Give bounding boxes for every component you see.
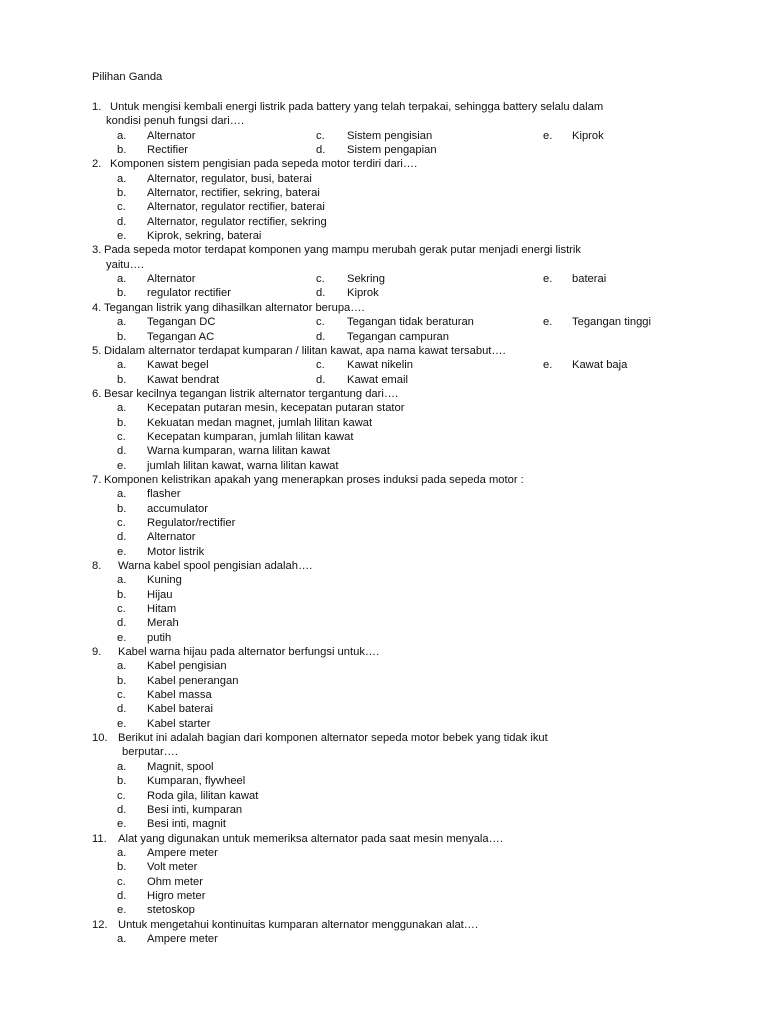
option-letter: a. bbox=[117, 660, 127, 673]
question-text-continued: berputar…. bbox=[122, 746, 178, 759]
question-line bbox=[0, 258, 768, 272]
option-letter: b. bbox=[117, 416, 127, 429]
question-line bbox=[0, 918, 768, 932]
question-line bbox=[0, 387, 768, 401]
question-text: Untuk mengetahui kontinuitas kumparan alternator menggunakan alat…. bbox=[118, 918, 479, 931]
option-letter: b. bbox=[117, 674, 127, 687]
question-number: 9. bbox=[92, 646, 102, 659]
option-text: Alternator, regulator, busi, baterai bbox=[147, 172, 312, 185]
option-text: baterai bbox=[572, 273, 607, 286]
option-text: Kabel massa bbox=[147, 689, 212, 702]
option-text: Warna kumparan, warna lilitan kawat bbox=[147, 445, 331, 458]
option-letter: d. bbox=[117, 617, 127, 630]
question-number: 3. bbox=[92, 244, 102, 257]
option-letter: b. bbox=[117, 287, 127, 300]
question-line bbox=[0, 157, 768, 171]
question-number: 8. bbox=[92, 560, 102, 572]
option-row bbox=[0, 889, 768, 903]
option-letter: a. bbox=[117, 760, 127, 773]
option-row bbox=[0, 502, 768, 516]
question-line bbox=[0, 243, 768, 257]
option-letter: c. bbox=[117, 516, 126, 529]
option-letter: a. bbox=[117, 359, 127, 372]
option-row bbox=[0, 846, 768, 860]
option-letter: d. bbox=[117, 703, 127, 716]
option-text: Hitam bbox=[147, 603, 177, 616]
option-row bbox=[0, 717, 768, 731]
option-row bbox=[0, 129, 768, 143]
option-row bbox=[0, 932, 768, 946]
question-text: Alat yang digunakan untuk memeriksa alternator pada saat mesin menyala…. bbox=[118, 832, 503, 845]
question-number: 7. bbox=[92, 473, 102, 486]
option-letter: e. bbox=[117, 545, 127, 558]
option-letter: d. bbox=[117, 445, 127, 458]
option-row bbox=[0, 688, 768, 702]
option-text: Sekring bbox=[347, 273, 385, 286]
option-row bbox=[0, 416, 768, 430]
option-text: Ohm meter bbox=[147, 875, 203, 888]
option-row bbox=[0, 516, 768, 530]
option-text: jumlah lilitan kawat, warna lilitan kawat bbox=[147, 459, 339, 472]
question-line bbox=[0, 731, 768, 745]
option-letter: d. bbox=[117, 803, 127, 816]
option-letter: a. bbox=[117, 402, 127, 415]
option-row bbox=[0, 659, 768, 673]
option-letter: c. bbox=[117, 201, 126, 214]
option-row bbox=[0, 143, 768, 157]
option-letter: e. bbox=[117, 631, 127, 644]
option-row bbox=[0, 358, 768, 372]
option-letter: c. bbox=[117, 689, 126, 702]
option-text: Tegangan DC bbox=[147, 316, 216, 329]
question-number: 5. bbox=[92, 344, 102, 357]
option-row bbox=[0, 860, 768, 874]
question-line bbox=[0, 114, 768, 128]
option-text: Kiprok, sekring, baterai bbox=[147, 230, 262, 243]
option-text: Merah bbox=[147, 617, 179, 630]
option-row bbox=[0, 215, 768, 229]
option-letter: b. bbox=[117, 373, 127, 386]
option-text: Ampere meter bbox=[147, 932, 218, 945]
question-list bbox=[0, 100, 768, 946]
option-row bbox=[0, 330, 768, 344]
option-row bbox=[0, 315, 768, 329]
option-text: Magnit, spool bbox=[147, 760, 214, 773]
option-text: Kiprok bbox=[572, 129, 604, 142]
option-letter: c. bbox=[316, 273, 325, 286]
option-letter: c. bbox=[117, 430, 126, 443]
question-text: Komponen kelistrikan apakah yang menerapkan proses induksi pada sepeda motor : bbox=[104, 473, 524, 486]
question-text: Kabel warna hijau pada alternator berfungsi untuk…. bbox=[118, 646, 380, 659]
option-text: Kawat email bbox=[347, 373, 408, 386]
option-row bbox=[0, 573, 768, 587]
option-text: Alternator bbox=[147, 273, 196, 286]
option-letter: b. bbox=[117, 861, 127, 874]
option-text: Roda gila, lilitan kawat bbox=[147, 789, 259, 802]
option-text: Alternator bbox=[147, 531, 196, 544]
option-letter: a. bbox=[117, 129, 127, 142]
option-row bbox=[0, 444, 768, 458]
option-text: Besi inti, kumparan bbox=[147, 803, 243, 816]
option-text: Alternator bbox=[147, 129, 196, 142]
option-row bbox=[0, 803, 768, 817]
option-text: Tegangan tinggi bbox=[572, 316, 651, 329]
question-text: Tegangan listrik yang dihasilkan alternator berupa…. bbox=[104, 301, 365, 314]
question-line bbox=[0, 301, 768, 315]
option-letter: e. bbox=[117, 904, 127, 917]
option-text: Tegangan AC bbox=[147, 330, 215, 343]
option-letter: a. bbox=[117, 273, 127, 286]
option-letter: c. bbox=[316, 129, 325, 142]
option-letter: e. bbox=[543, 129, 553, 142]
option-letter: a. bbox=[117, 932, 127, 945]
option-text: Volt meter bbox=[147, 861, 198, 874]
question-text: Warna kabel spool pengisian adalah…. bbox=[118, 560, 313, 572]
option-letter: e. bbox=[543, 359, 553, 372]
option-text: regulator rectifier bbox=[147, 287, 231, 300]
question-text: Besar kecilnya tegangan listrik alternator tergantung dari…. bbox=[104, 387, 399, 400]
option-row bbox=[0, 373, 768, 387]
option-letter: b. bbox=[117, 502, 127, 515]
option-letter: d. bbox=[316, 373, 326, 386]
option-letter: c. bbox=[316, 359, 325, 372]
option-row bbox=[0, 545, 768, 559]
question-line bbox=[0, 645, 768, 659]
option-row bbox=[0, 530, 768, 544]
option-letter: d. bbox=[117, 889, 127, 902]
option-letter: a. bbox=[117, 574, 127, 587]
question-text: Komponen sistem pengisian pada sepeda motor terdiri dari…. bbox=[110, 158, 418, 171]
question-number: 4. bbox=[92, 301, 102, 314]
question-number: 1. bbox=[92, 101, 102, 113]
question-line bbox=[0, 100, 768, 114]
option-letter: c. bbox=[117, 789, 126, 802]
option-text: Besi inti, magnit bbox=[147, 818, 226, 831]
option-text: Sistem pengisian bbox=[347, 129, 433, 142]
option-row bbox=[0, 674, 768, 688]
question-text-continued: kondisi penuh fungsi dari…. bbox=[106, 115, 245, 128]
option-text: Tegangan tidak beraturan bbox=[347, 316, 474, 329]
option-text: Kawat nikelin bbox=[347, 359, 413, 372]
option-text: Kuning bbox=[147, 574, 182, 587]
option-row bbox=[0, 774, 768, 788]
option-row bbox=[0, 172, 768, 186]
option-text: Kawat baja bbox=[572, 359, 628, 372]
option-letter: d. bbox=[316, 330, 326, 343]
question-number: 12. bbox=[92, 918, 108, 931]
option-text: Higro meter bbox=[147, 889, 206, 902]
question-number: 2. bbox=[92, 158, 102, 171]
option-letter: d. bbox=[316, 144, 326, 157]
option-letter: e. bbox=[543, 273, 553, 286]
option-letter: e. bbox=[117, 230, 127, 243]
option-letter: e. bbox=[543, 316, 553, 329]
option-text: Sistem pengapian bbox=[347, 144, 437, 157]
option-row bbox=[0, 272, 768, 286]
option-row bbox=[0, 430, 768, 444]
option-row bbox=[0, 789, 768, 803]
option-letter: c. bbox=[117, 875, 126, 888]
question-number: 10. bbox=[92, 732, 108, 745]
question-line bbox=[0, 559, 768, 573]
option-row bbox=[0, 602, 768, 616]
option-row bbox=[0, 459, 768, 473]
question-line bbox=[0, 832, 768, 846]
question-number: 6. bbox=[92, 387, 102, 400]
question-line bbox=[0, 745, 768, 759]
option-text: Regulator/rectifier bbox=[147, 516, 236, 529]
option-row bbox=[0, 588, 768, 602]
option-text: Kabel penerangan bbox=[147, 674, 239, 687]
option-letter: a. bbox=[117, 846, 127, 859]
option-text: flasher bbox=[147, 488, 181, 501]
option-letter: c. bbox=[316, 316, 325, 329]
option-letter: d. bbox=[117, 215, 127, 228]
option-letter: a. bbox=[117, 316, 127, 329]
option-text: Kecepatan kumparan, jumlah lilitan kawat bbox=[147, 430, 354, 443]
option-row bbox=[0, 487, 768, 501]
option-text: Kecepatan putaran mesin, kecepatan putaran stator bbox=[147, 402, 405, 415]
question-text: Didalam alternator terdapat kumparan / lilitan kawat, apa nama kawat tersabut…. bbox=[104, 344, 506, 357]
option-letter: e. bbox=[117, 459, 127, 472]
option-text: Kabel starter bbox=[147, 717, 211, 730]
option-row bbox=[0, 875, 768, 889]
option-text: Alternator, rectifier, sekring, baterai bbox=[147, 187, 320, 200]
option-letter: e. bbox=[117, 717, 127, 730]
option-text: Kiprok bbox=[347, 287, 379, 300]
question-text: Pada sepeda motor terdapat komponen yang mampu merubah gerak putar menjadi energi listrik bbox=[104, 244, 581, 257]
option-row bbox=[0, 401, 768, 415]
question-text: Untuk mengisi kembali energi listrik pada battery yang telah terpakai, sehingga battery selalu dalam bbox=[110, 101, 604, 113]
question-text-continued: yaitu…. bbox=[106, 258, 144, 271]
option-text: Kabel baterai bbox=[147, 703, 213, 716]
option-text: Motor listrik bbox=[147, 545, 205, 558]
option-text: Kumparan, flywheel bbox=[147, 775, 246, 788]
option-text: Alternator, regulator rectifier, baterai bbox=[147, 201, 325, 214]
option-letter: b. bbox=[117, 588, 127, 601]
option-row bbox=[0, 903, 768, 917]
option-text: Kabel pengisian bbox=[147, 660, 227, 673]
option-letter: a. bbox=[117, 488, 127, 501]
option-row bbox=[0, 631, 768, 645]
option-letter: b. bbox=[117, 144, 127, 157]
option-row bbox=[0, 186, 768, 200]
option-letter: b. bbox=[117, 187, 127, 200]
option-row bbox=[0, 616, 768, 630]
question-text: Berikut ini adalah bagian dari komponen alternator sepeda motor bebek yang tidak ikut bbox=[118, 732, 548, 745]
option-text: Tegangan campuran bbox=[347, 330, 450, 343]
option-text: Kawat bendrat bbox=[147, 373, 220, 386]
option-text: Kekuatan medan magnet, jumlah lilitan kawat bbox=[147, 416, 373, 429]
option-text: Rectifier bbox=[147, 144, 189, 157]
question-line bbox=[0, 344, 768, 358]
option-row bbox=[0, 817, 768, 831]
option-text: Ampere meter bbox=[147, 846, 218, 859]
option-row bbox=[0, 200, 768, 214]
option-letter: b. bbox=[117, 775, 127, 788]
question-number: 11. bbox=[92, 832, 107, 845]
option-row bbox=[0, 760, 768, 774]
option-text: accumulator bbox=[147, 502, 208, 515]
option-row bbox=[0, 702, 768, 716]
option-letter: c. bbox=[117, 603, 126, 616]
option-row bbox=[0, 286, 768, 300]
option-text: stetoskop bbox=[147, 904, 195, 917]
option-text: Hijau bbox=[147, 588, 173, 601]
option-text: Kawat begel bbox=[147, 359, 209, 372]
question-line bbox=[0, 473, 768, 487]
option-letter: a. bbox=[117, 172, 127, 185]
option-text: putih bbox=[147, 631, 172, 644]
option-letter: e. bbox=[117, 818, 127, 831]
option-letter: d. bbox=[316, 287, 326, 300]
option-letter: b. bbox=[117, 330, 127, 343]
option-text: Alternator, regulator rectifier, sekring bbox=[147, 215, 327, 228]
option-row bbox=[0, 229, 768, 243]
option-letter: d. bbox=[117, 531, 127, 544]
document-title: Pilihan Ganda bbox=[92, 71, 163, 83]
